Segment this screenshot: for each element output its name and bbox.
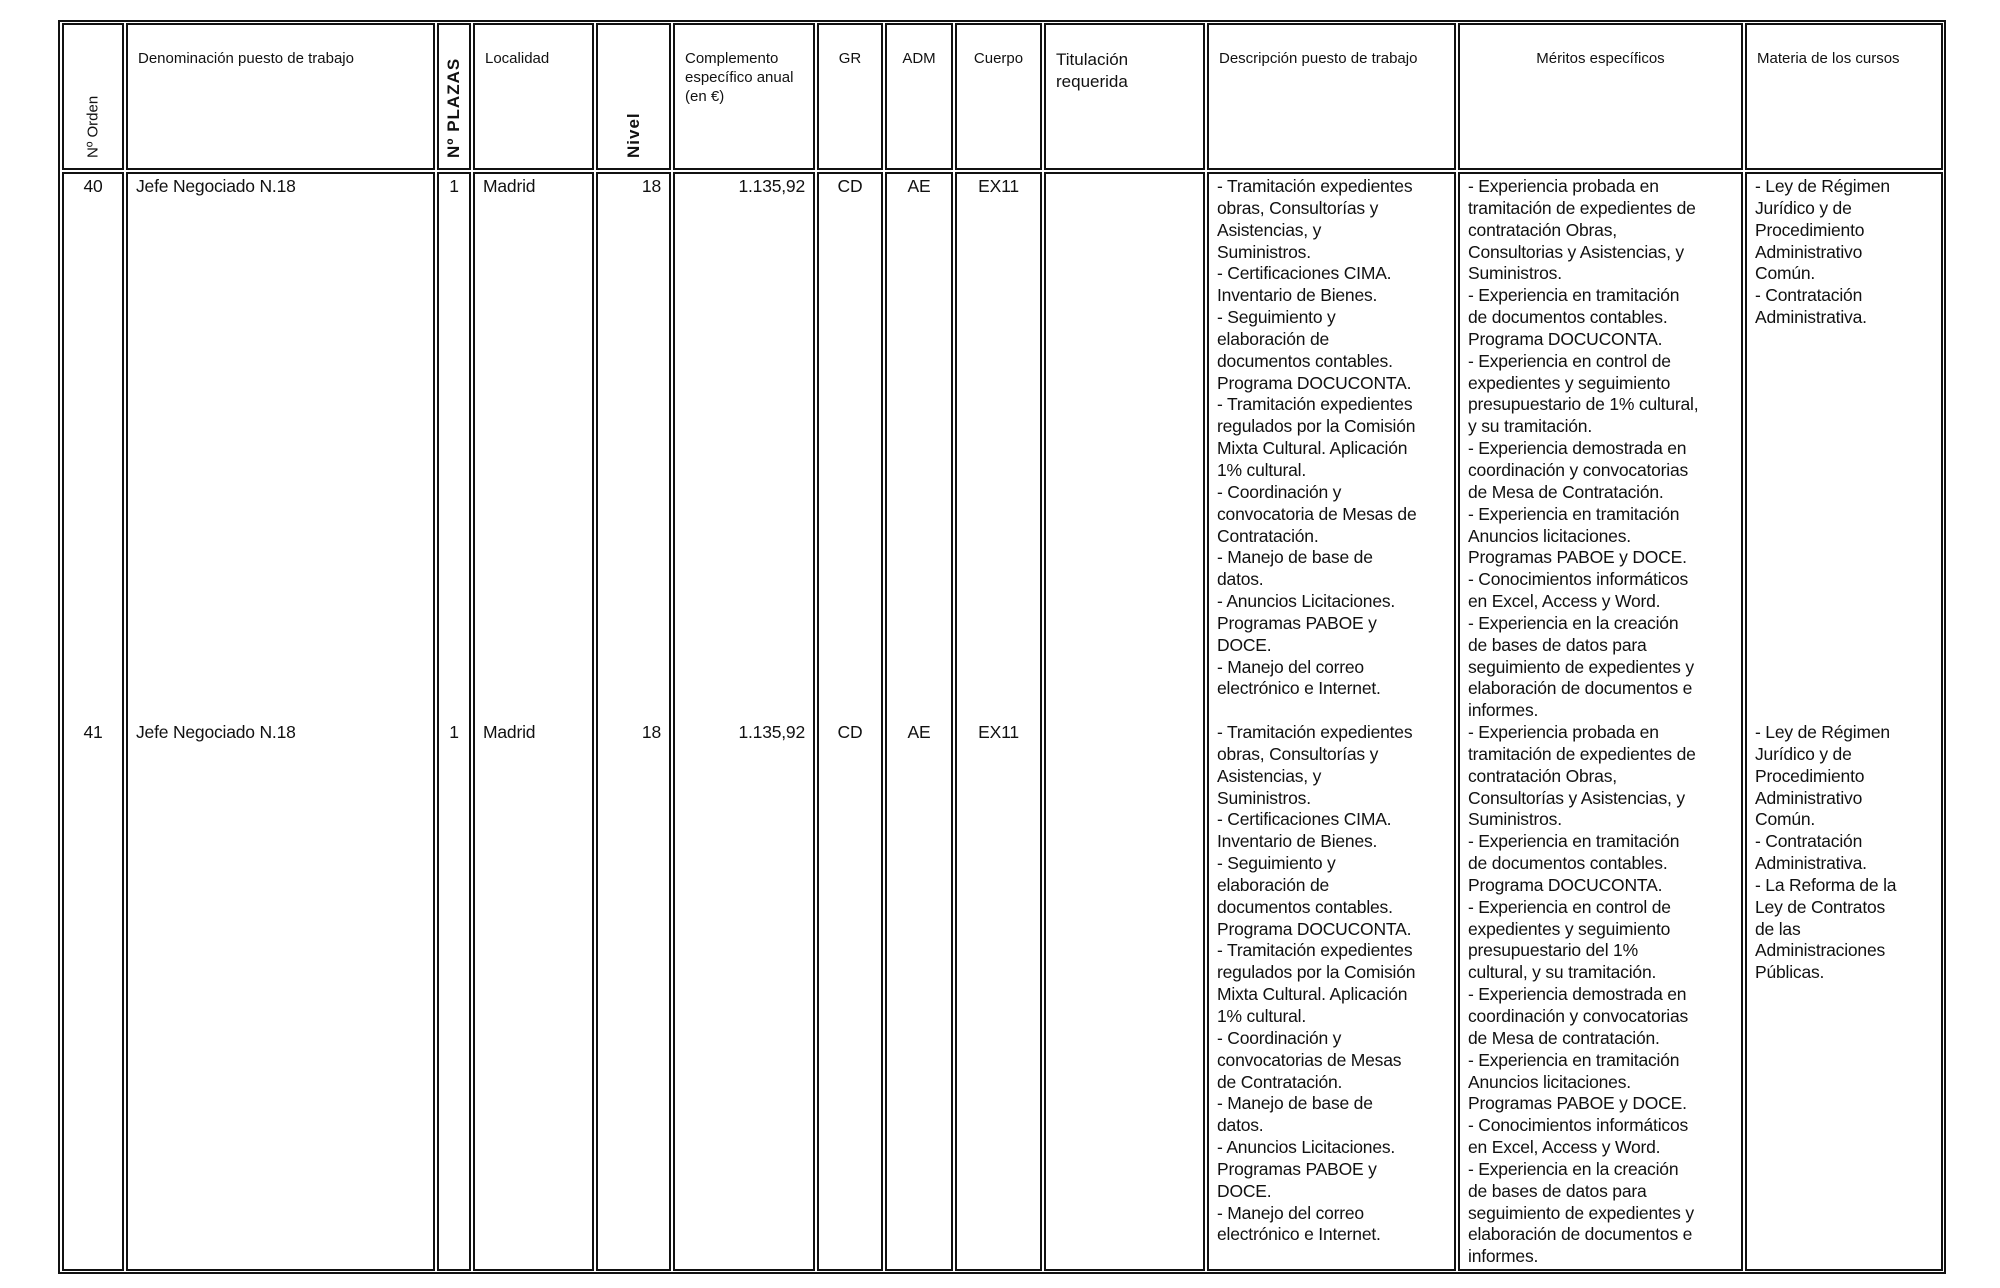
row-40-localidad: Madrid bbox=[483, 176, 536, 196]
header-materia bbox=[1745, 23, 1943, 170]
row-40-plazas: 1 bbox=[449, 176, 459, 196]
text-line: - Experiencia probada en bbox=[1468, 722, 1659, 742]
text-line: Asistencias, y bbox=[1217, 765, 1322, 786]
text-line: electrónico e Internet. bbox=[1217, 678, 1381, 699]
header-denominacion bbox=[126, 23, 435, 170]
text-line: Programas PABOE y DOCE. bbox=[1468, 1093, 1687, 1114]
text-line: - Experiencia en control de bbox=[1468, 350, 1671, 371]
text-line: Programas PABOE y bbox=[1217, 1158, 1377, 1179]
header-denominacion-label: Denominación puesto de trabajo bbox=[138, 50, 354, 67]
text-line: Administrativo bbox=[1755, 241, 1863, 262]
text-line: - Certificaciones CIMA. bbox=[1217, 809, 1392, 830]
text-line: - Contratación bbox=[1755, 285, 1863, 306]
row-40-gr: CD bbox=[837, 176, 863, 196]
header-cuerpo-label: Cuerpo bbox=[973, 50, 1024, 67]
text-line: convocatorias de Mesas bbox=[1217, 1049, 1402, 1070]
text-line: - Experiencia en control de bbox=[1468, 896, 1671, 917]
text-line: presupuestario de 1% cultural, bbox=[1468, 394, 1699, 415]
column-titulacion bbox=[1044, 172, 1205, 1271]
text-line: Común. bbox=[1755, 263, 1816, 284]
text-line: - Experiencia en tramitación bbox=[1468, 831, 1680, 852]
header-materia-label: Materia de los cursos bbox=[1757, 50, 1900, 67]
row-40-orden: 40 bbox=[83, 176, 103, 196]
header-localidad-label: Localidad bbox=[485, 50, 550, 67]
row-40-nivel: 18 bbox=[641, 176, 661, 196]
text-line: Programa DOCUCONTA. bbox=[1468, 328, 1663, 349]
header-complemento bbox=[673, 23, 815, 170]
text-line: tramitación de expedientes de bbox=[1468, 743, 1696, 764]
text-line: Programa DOCUCONTA. bbox=[1468, 874, 1663, 895]
text-line: - Tramitación expedientes bbox=[1217, 394, 1413, 415]
text-line: tramitación de expedientes de bbox=[1468, 197, 1696, 218]
text-line: - Seguimiento y bbox=[1217, 307, 1336, 328]
text-line: Administrativa. bbox=[1755, 853, 1867, 874]
text-line: de Mesa de contratación. bbox=[1468, 1027, 1660, 1048]
text-line: - Tramitación expedientes bbox=[1217, 940, 1413, 961]
text-line: Inventario de Bienes. bbox=[1217, 285, 1378, 306]
text-line: - Anuncios Licitaciones. bbox=[1217, 1137, 1396, 1158]
text-line: de Contratación. bbox=[1217, 1071, 1343, 1092]
text-line: Contratación. bbox=[1217, 525, 1319, 546]
text-line: - Tramitación expedientes bbox=[1217, 722, 1413, 742]
text-line: seguimiento de expedientes y bbox=[1468, 1202, 1694, 1223]
text-line: de bases de datos para bbox=[1468, 1180, 1647, 1201]
header-descripcion bbox=[1207, 23, 1456, 170]
text-line: Ley de Contratos bbox=[1755, 896, 1886, 917]
row-41-adm: AE bbox=[907, 722, 931, 742]
text-line: Consultorías y Asistencias, y bbox=[1468, 787, 1685, 808]
text-line: - Conocimientos informáticos bbox=[1468, 1115, 1689, 1136]
text-line: elaboración de documentos e bbox=[1468, 678, 1693, 699]
header-gr bbox=[817, 23, 883, 170]
text-line: 1% cultural. bbox=[1217, 1005, 1307, 1026]
text-line: presupuestario del 1% bbox=[1468, 940, 1638, 961]
row-41-complemento: 1.135,92 bbox=[738, 722, 805, 742]
row-41-orden: 41 bbox=[83, 722, 103, 742]
header-titulacion-label: Titulación requerida bbox=[1056, 50, 1129, 91]
text-line: documentos contables. bbox=[1217, 896, 1393, 917]
text-line: - Experiencia en tramitación bbox=[1468, 1049, 1680, 1070]
row-41-denominacion: Jefe Negociado N.18 bbox=[136, 722, 296, 742]
text-line: y su tramitación. bbox=[1468, 416, 1593, 437]
text-line: Procedimiento bbox=[1755, 765, 1865, 786]
text-line: - La Reforma de la bbox=[1755, 874, 1897, 895]
text-line: contratación Obras, bbox=[1468, 765, 1617, 786]
text-line: datos. bbox=[1217, 1115, 1264, 1136]
text-line: contratación Obras, bbox=[1468, 219, 1617, 240]
row-41-materia bbox=[1755, 722, 1933, 984]
header-nivel bbox=[596, 23, 671, 170]
text-line: - Tramitación expedientes bbox=[1217, 176, 1413, 196]
text-line: de Mesa de Contratación. bbox=[1468, 481, 1664, 502]
row-41-gr: CD bbox=[837, 722, 863, 742]
row-40-denominacion: Jefe Negociado N.18 bbox=[136, 176, 296, 196]
text-line: - Experiencia probada en bbox=[1468, 176, 1659, 196]
text-line: - Experiencia en tramitación bbox=[1468, 285, 1680, 306]
text-line: elaboración de bbox=[1217, 328, 1330, 349]
text-line: regulados por la Comisión bbox=[1217, 416, 1416, 437]
text-line: Común. bbox=[1755, 809, 1816, 830]
text-line: 1% cultural. bbox=[1217, 459, 1307, 480]
header-meritos-label: Méritos específicos bbox=[1536, 50, 1665, 67]
header-adm bbox=[885, 23, 953, 170]
text-line: informes. bbox=[1468, 1246, 1539, 1267]
text-line: - Experiencia en tramitación bbox=[1468, 503, 1680, 524]
text-line: expedientes y seguimiento bbox=[1468, 918, 1671, 939]
text-line: - Experiencia demostrada en bbox=[1468, 438, 1687, 459]
text-line: Programa DOCUCONTA. bbox=[1217, 372, 1412, 393]
text-line: de documentos contables. bbox=[1468, 853, 1668, 874]
text-line: - Experiencia demostrada en bbox=[1468, 984, 1687, 1005]
row-41-localidad: Madrid bbox=[483, 722, 536, 742]
text-line: - Coordinación y bbox=[1217, 1027, 1342, 1048]
text-line: - Ley de Régimen bbox=[1755, 176, 1890, 196]
header-orden-label: Nº Orden bbox=[84, 95, 102, 158]
header-nivel-label: Nivel bbox=[623, 112, 643, 158]
text-line: Suministros. bbox=[1217, 241, 1311, 262]
text-line: seguimiento de expedientes y bbox=[1468, 656, 1694, 677]
text-line: - Experiencia en la creación bbox=[1468, 1158, 1679, 1179]
header-gr-label: GR bbox=[838, 50, 862, 67]
text-line: Inventario de Bienes. bbox=[1217, 831, 1378, 852]
row-41-meritos bbox=[1468, 722, 1733, 1268]
text-line: Procedimiento bbox=[1755, 219, 1865, 240]
text-line: Jurídico y de bbox=[1755, 743, 1852, 764]
text-line: Anuncios licitaciones. bbox=[1468, 1071, 1631, 1092]
text-line: documentos contables. bbox=[1217, 350, 1393, 371]
row-41-plazas: 1 bbox=[449, 722, 459, 742]
header-plazas-label: Nº PLAZAS bbox=[444, 57, 463, 158]
header-orden bbox=[62, 23, 124, 170]
text-line: convocatoria de Mesas de bbox=[1217, 503, 1417, 524]
text-line: DOCE. bbox=[1217, 1180, 1272, 1201]
text-line: Programas PABOE y bbox=[1217, 612, 1377, 633]
text-line: Suministros. bbox=[1217, 787, 1311, 808]
text-line: Públicas. bbox=[1755, 962, 1825, 983]
text-line: - Manejo del correo bbox=[1217, 1202, 1364, 1223]
header-titulacion bbox=[1044, 23, 1205, 170]
row-41-nivel: 18 bbox=[641, 722, 661, 742]
text-line: de documentos contables. bbox=[1468, 307, 1668, 328]
text-line: Suministros. bbox=[1468, 263, 1562, 284]
text-line: informes. bbox=[1468, 700, 1539, 721]
header-cuerpo bbox=[955, 23, 1042, 170]
text-line: coordinación y convocatorias bbox=[1468, 459, 1689, 480]
text-line: obras, Consultorías y bbox=[1217, 743, 1379, 764]
text-line: - Manejo de base de bbox=[1217, 1093, 1373, 1114]
header-complemento-label: Complemento específico anual (en €) bbox=[685, 50, 794, 105]
text-line: en Excel, Access y Word. bbox=[1468, 591, 1661, 612]
text-line: - Anuncios Licitaciones. bbox=[1217, 591, 1396, 612]
row-40-materia bbox=[1755, 176, 1933, 329]
text-line: Programas PABOE y DOCE. bbox=[1468, 547, 1687, 568]
text-line: - Contratación bbox=[1755, 831, 1863, 852]
row-40-meritos bbox=[1468, 176, 1733, 722]
header-adm-label: ADM bbox=[902, 50, 936, 67]
text-line: Jurídico y de bbox=[1755, 197, 1852, 218]
row-40-descripcion bbox=[1217, 176, 1446, 700]
text-line: coordinación y convocatorias bbox=[1468, 1005, 1689, 1026]
text-line: Consultorias y Asistencias, y bbox=[1468, 241, 1684, 262]
text-line: - Seguimiento y bbox=[1217, 853, 1336, 874]
text-line: Anuncios licitaciones. bbox=[1468, 525, 1631, 546]
text-line: - Conocimientos informáticos bbox=[1468, 569, 1689, 590]
text-line: - Coordinación y bbox=[1217, 481, 1342, 502]
header-descripcion-label: Descripción puesto de trabajo bbox=[1219, 50, 1418, 67]
text-line: elaboración de documentos e bbox=[1468, 1224, 1693, 1245]
text-line: Administrativa. bbox=[1755, 307, 1867, 328]
text-line: electrónico e Internet. bbox=[1217, 1224, 1381, 1245]
text-line: - Experiencia en la creación bbox=[1468, 612, 1679, 633]
text-line: Mixta Cultural. Aplicación bbox=[1217, 438, 1408, 459]
text-line: de bases de datos para bbox=[1468, 634, 1647, 655]
header-plazas bbox=[437, 23, 471, 170]
text-line: - Manejo del correo bbox=[1217, 656, 1364, 677]
text-line: cultural, y su tramitación. bbox=[1468, 962, 1657, 983]
header-localidad bbox=[473, 23, 594, 170]
text-line: Administraciones bbox=[1755, 940, 1886, 961]
text-line: de las bbox=[1755, 918, 1801, 939]
text-line: - Certificaciones CIMA. bbox=[1217, 263, 1392, 284]
text-line: Administrativo bbox=[1755, 787, 1863, 808]
text-line: regulados por la Comisión bbox=[1217, 962, 1416, 983]
text-line: DOCE. bbox=[1217, 634, 1272, 655]
text-line: datos. bbox=[1217, 569, 1264, 590]
text-line: - Manejo de base de bbox=[1217, 547, 1373, 568]
text-line: obras, Consultorías y bbox=[1217, 197, 1379, 218]
text-line: - Ley de Régimen bbox=[1755, 722, 1890, 742]
row-40-adm: AE bbox=[907, 176, 931, 196]
text-line: Programa DOCUCONTA. bbox=[1217, 918, 1412, 939]
row-41-cuerpo: EX11 bbox=[978, 722, 1019, 742]
text-line: elaboración de bbox=[1217, 874, 1330, 895]
text-line: en Excel, Access y Word. bbox=[1468, 1137, 1661, 1158]
text-line: Suministros. bbox=[1468, 809, 1562, 830]
row-41-descripcion bbox=[1217, 722, 1446, 1246]
text-line: expedientes y seguimiento bbox=[1468, 372, 1671, 393]
header-meritos bbox=[1458, 23, 1743, 170]
row-40-cuerpo: EX11 bbox=[978, 176, 1019, 196]
row-40-complemento: 1.135,92 bbox=[738, 176, 805, 196]
text-line: Mixta Cultural. Aplicación bbox=[1217, 984, 1408, 1005]
text-line: Asistencias, y bbox=[1217, 219, 1322, 240]
